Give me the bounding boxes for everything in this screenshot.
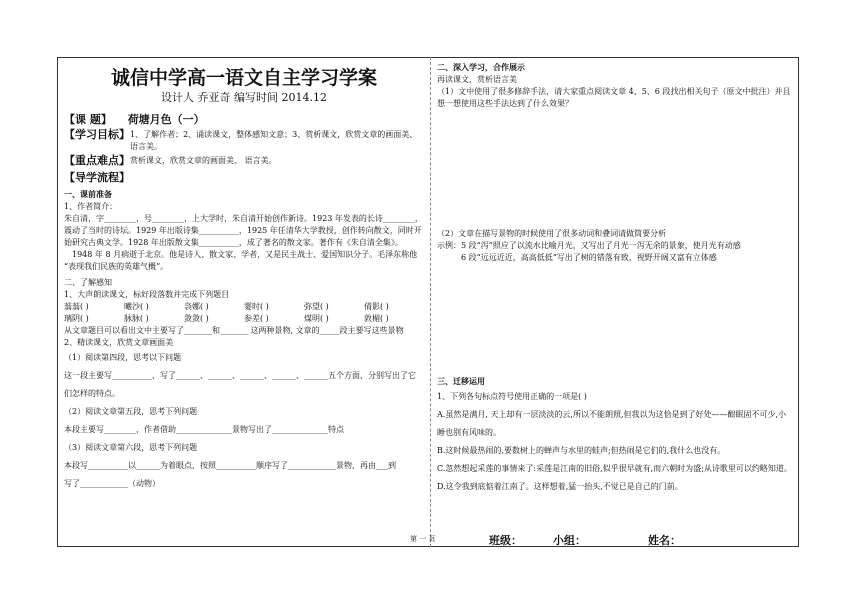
reading-q1-a: 这一段主要写__________，写了______、______、______、______、______五个方面，分别写出了它 (64, 371, 416, 380)
deep-heading: 二、深入学习，合作展示 (437, 63, 525, 72)
reading-q2: （2）阅读文章第五段，思考下列问题 (64, 407, 198, 416)
transfer-option: C.忽然想起采莲的事情来了:采莲是江南的旧俗,似乎很早就有,而六朝时为盛;从诗歌里可以约略知道。 (437, 464, 792, 473)
goals-label: 【学习目标】 (64, 128, 130, 141)
understand-q2: 2、精读课文，欣赏文章画面美 (64, 338, 174, 347)
pinyin-item: 脉脉( ) (124, 314, 149, 323)
transfer-heading: 三、迁移运用 (437, 377, 485, 386)
reading-q2-a: 本段主要写________，作者借助______________景物写出了______________特点 (64, 425, 344, 434)
name-label: 姓名： (648, 534, 681, 547)
prep-line: 1948 年 8 月病逝于北京。他是诗人、散文家、学者，又是民主战士、爱国知识分子。毛泽东称他 (64, 250, 418, 259)
prep-q1: 1、作者简介： (64, 202, 118, 211)
pinyin-item: 煤明( ) (304, 314, 329, 323)
deep-q1-b: 想一想使用这些手法达到了什么效果？ (437, 99, 573, 108)
reading-q1: （1）阅读第四段，思考以下问题 (64, 353, 182, 362)
pinyin-item: 曦沙( ) (124, 302, 149, 311)
deep-q1: （1）文中使用了很多修辞手法，请大家重点阅读文章 4、5、6 段找出相关句子（原文中批注）并且 (437, 87, 791, 96)
page-number: 第 一 页 (410, 535, 436, 543)
transfer-option: D.这令我到底惦着江南了。这样想着,猛一抬头,不觉已是自己的门前。 (437, 482, 683, 491)
transfer-option: 睡也别有风味的。 (437, 428, 501, 437)
transfer-option: A.虽然是满月, 天上却有一层淡淡的云,所以不能朗照,但我以为这恰是到了好处——酣眠固不可少,小 (437, 410, 787, 419)
reading-q1-b: 们怎样的特点。 (64, 389, 120, 398)
pinyin-item: 敛敛( ) (184, 314, 209, 323)
lesson-value: 荷塘月色（一） (127, 113, 205, 126)
left-column (64, 62, 424, 493)
understand-q1: 1、大声朗读课文，标好段落数并完成下列题目 (64, 290, 230, 299)
pinyin-item: 蓊蓊( ) (64, 302, 89, 311)
keypoints-label: 【重点难点】 (64, 154, 130, 167)
flow-label: 【导学流程】 (64, 171, 130, 184)
reading-q3: （3）阅读文章第六段，思考下列问题 (64, 443, 198, 452)
pinyin-item: 袅娜( ) (184, 302, 209, 311)
answer-space (437, 110, 793, 228)
reading-q3-b: 写了____________（动物） (64, 479, 160, 488)
prep-line: 震动了当时的诗坛。1929 年出版诗集__________，1925 年任清华大学教授，创作转向散文，同时开 (64, 226, 422, 235)
understand-line1: 从文章题目可以看出文中主要写了_______和_______ 这两种景物, 文章的_____段主要写这些景物 (64, 326, 404, 335)
prep-line: 朱自清，字________，号________，上大学时，朱自清开始创作新诗。1923 年发表的长诗________， (64, 214, 423, 223)
lesson-label: 【课 题】 (64, 113, 112, 126)
deep-example-2: 6 段“远远近近，高高低低”写出了树的错落有致，视野开阔又富有立体感 (437, 253, 717, 262)
deep-q2: （2）文章在描写景物的时候使用了很多动词和叠词请做简要分析 (437, 229, 667, 238)
transfer-question: 1、下列各句标点符号使用正确的一项是( ) (437, 392, 587, 401)
pinyin-item: 参差( ) (244, 314, 269, 323)
prep-heading: 一、课前准备 (64, 190, 112, 199)
document-subtitle: 设计人 乔亚奇 编写时间 2014.12 (161, 91, 327, 104)
class-label: 班级： (489, 534, 522, 547)
group-label: 小组： (553, 534, 586, 547)
transfer-option: B.这时候最热闹的,要数树上的蝉声与水里的蛙声;但热闹是它们的,我什么也没有。 (437, 446, 726, 455)
lesson-row (64, 112, 424, 127)
document-title: 诚信中学高一语文自主学习学案 (110, 67, 377, 89)
reading-q3-a: 本段写__________以______为着眼点，按照__________顺序写了____________景物，再由___到 (64, 461, 396, 470)
keypoints-text: 赏析课文，欣赏文章的画面美、 语言美。 (130, 156, 277, 165)
goals-text: 1、了解作者；2、诵读课文，整体感知文意；3、赏析课文，欣赏文章的画面美、语言美。 (130, 130, 418, 151)
right-column (437, 62, 793, 496)
keypoints-row (64, 153, 424, 168)
pinyin-item: 璃阴( ) (64, 314, 89, 323)
prep-line: “表现我们民族的英雄气概”。 (64, 262, 169, 271)
pinyin-item: 倩影( ) (364, 302, 389, 311)
prep-line: 始研究古典文学。1928 年出版散文集__________，成了著名的散文家。著作有《朱自清全集》。 (64, 238, 403, 247)
goals-row (64, 127, 424, 153)
deep-intro: 再读课文，赏析语言美 (437, 75, 517, 84)
pinyin-grid (64, 301, 424, 325)
understand-heading: 二、了解感知 (64, 278, 112, 287)
answer-space (437, 264, 793, 376)
pinyin-item: 弥望( ) (304, 302, 329, 311)
column-divider (430, 57, 431, 547)
pinyin-item: 霎时( ) (244, 302, 269, 311)
deep-example-1: 示例：5 段“泻”照应了以流水比喻月光，又写出了月光一泻无余的景象，使月光有动感 (437, 241, 741, 250)
pinyin-item: 敦楣( ) (364, 314, 389, 323)
